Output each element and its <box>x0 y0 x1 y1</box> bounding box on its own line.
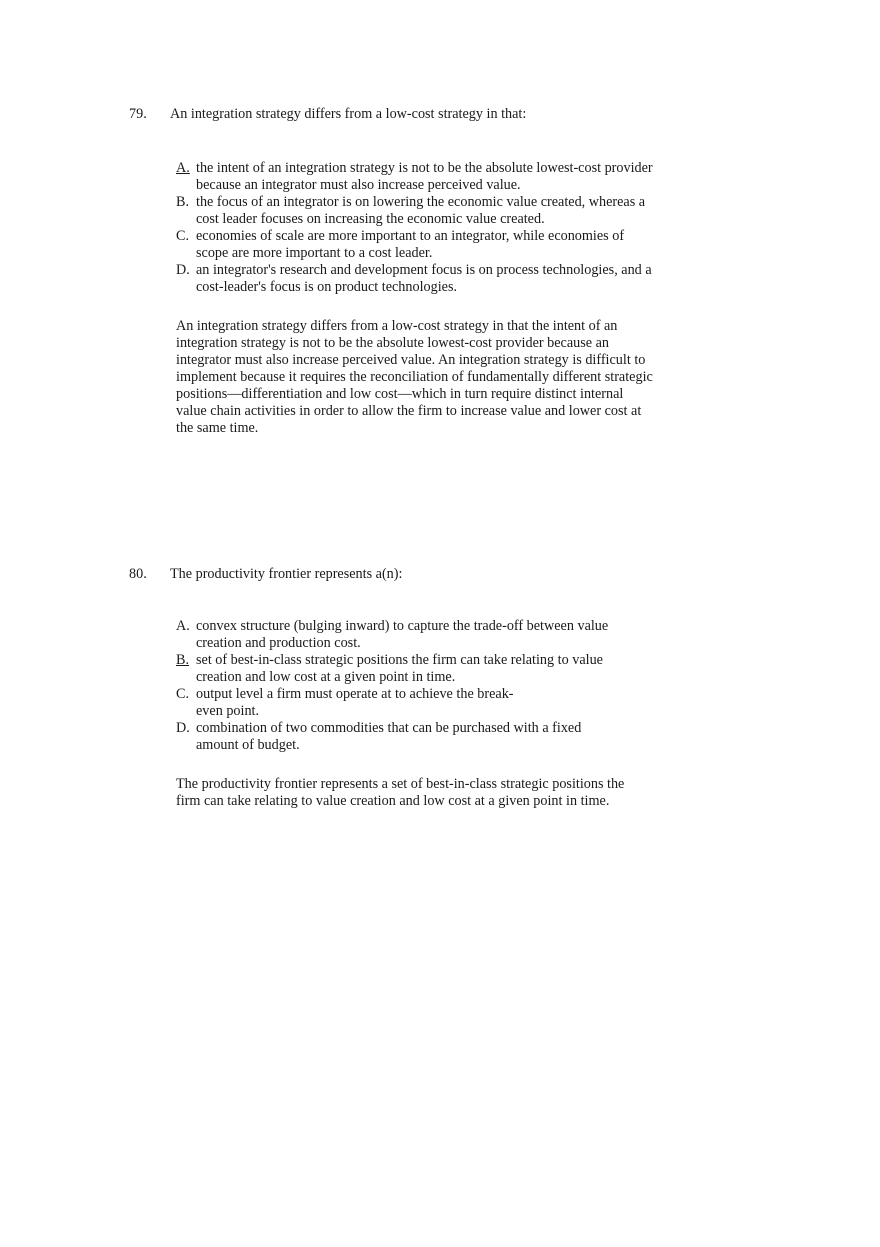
answer-explanation: An integration strategy differs from a low-cost strategy in that the intent of an integration strategy is not to be the absolute lowest-cost provider because an integrator must also increase perceived value. An integration strategy is difficult to implement because it requires the reconciliation of fundamentally different strategic positions—differentiation and low cost—which in turn require distinct internal value chain activities in order to allow the firm to increase value and lower cost at the same time. <box>176 318 653 436</box>
choice-text: combination of two commodities that can be purchased with a fixed amount of budget. <box>196 720 582 753</box>
question-prompt: The productivity frontier represents a(n): <box>170 566 403 582</box>
answer-choices <box>176 618 636 754</box>
choice-c <box>176 686 536 720</box>
choice-b <box>176 194 656 228</box>
choice-letter: C. <box>176 686 190 702</box>
question-prompt: An integration strategy differs from a low-cost strategy in that: <box>170 106 527 122</box>
choice-c <box>176 228 656 262</box>
choice-letter: B. <box>176 194 190 210</box>
question-header <box>129 106 526 123</box>
choice-a <box>176 618 636 652</box>
question-header <box>129 566 402 583</box>
choice-d <box>176 262 656 296</box>
question-number: 80. <box>129 566 147 582</box>
choice-text: set of best-in-class strategic positions the firm can take relating to value creation and low cost at a given point in time. <box>196 652 603 685</box>
choice-b <box>176 652 636 686</box>
choice-a <box>176 160 656 194</box>
choice-letter-correct: A. <box>176 160 190 176</box>
choice-letter: D. <box>176 262 190 278</box>
choice-letter-correct: B. <box>176 652 190 668</box>
question-number: 79. <box>129 106 147 122</box>
answer-choices <box>176 160 656 296</box>
answer-explanation: The productivity frontier represents a set of best-in-class strategic positions the firm can take relating to value creation and low cost at a given point in time. <box>176 776 625 809</box>
choice-text: the focus of an integrator is on lowering the economic value created, whereas a cost leader focuses on increasing the economic value created. <box>196 194 646 227</box>
choice-letter: A. <box>176 618 190 634</box>
choice-text: economies of scale are more important to an integrator, while economies of scope are more important to a cost leader. <box>196 228 625 261</box>
choice-text: the intent of an integration strategy is not to be the absolute lowest-cost provider because an integrator must also increase perceived value. <box>196 160 653 193</box>
choice-d <box>176 720 626 754</box>
choice-text: convex structure (bulging inward) to capture the trade-off between value creation and production cost. <box>196 618 609 651</box>
choice-text: an integrator's research and development focus is on process technologies, and a cost-leader's focus is on product technologies. <box>196 262 652 295</box>
choice-text: output level a firm must operate at to achieve the break-even point. <box>196 686 514 719</box>
choice-letter: C. <box>176 228 190 244</box>
choice-letter: D. <box>176 720 190 736</box>
